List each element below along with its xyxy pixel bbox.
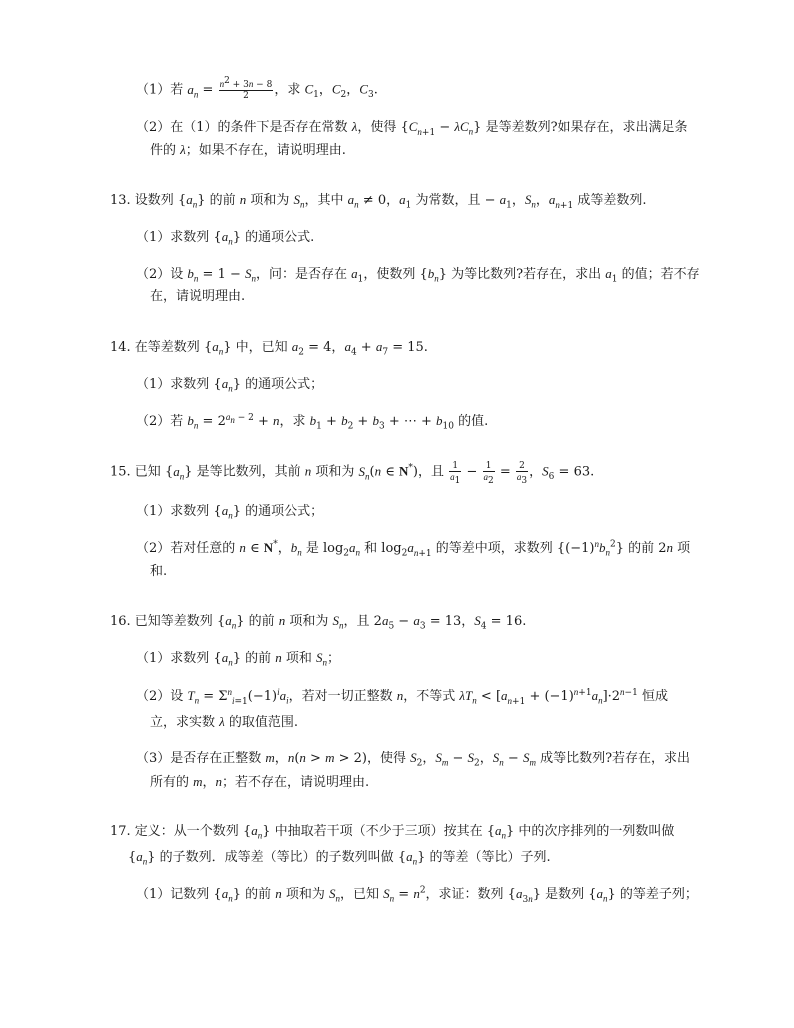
problem-16-stem: 16. 已知等差数列 $\{a_n\}$ 的前 n 项和为 $S_n$，且 $2a_5 - a_3 = 13$，$S_4 = 16$.	[110, 613, 527, 632]
problem-16-part-3-cont: 所有的 m，n；若不存在，请说明理由.	[150, 774, 370, 790]
problem-12-part-1: （1）若 $a_n$ = $\frac{n^2 + 3n - 8}{2}$ ，求 $C_1$，$C_2$，$C_3$.	[136, 76, 378, 101]
problem-16-part-3: （3）是否存在正整数 m，n(n > m > 2)，使得 $S_2$，$S_m - S_2$，$S_n - S_m$ 成等比数列?若存在，求出	[136, 750, 691, 769]
problem-13-part-1: （1）求数列 $\{a_n\}$ 的通项公式.	[136, 229, 315, 247]
problem-13-stem: 13. 设数列 $\{a_n\}$ 的前 n 项和为 $S_n$，其中 $a_n \ne 0$，$a_1$ 为常数，且 − $a_1$，$S_n$，$a_{n+1}$ 成等差数列.	[110, 192, 647, 211]
problem-13-part-2: （2）设 $b_n = 1 - S_n$，问：是否存在 $a_1$，使数列 $\{b_n\}$ 为等比数列?若存在，求出 $a_1$ 的值；若不存	[136, 266, 700, 285]
problem-13-part-2-cont: 在，请说明理由.	[150, 289, 246, 304]
problem-14-part-2: （2）若 $b_n = 2^{a_n - 2} + n$，求 $b_1 + b_2 + b_3$ + ⋯ + $b_{10}$ 的值.	[136, 411, 489, 432]
problem-16-part-2-cont: 立，求实数 λ 的取值范围.	[150, 714, 299, 730]
problem-14-stem: 14. 在等差数列 $\{a_n\}$ 中，已知 $a_2 = 4$，$a_4 + a_7 = 15$.	[110, 339, 428, 358]
problem-12-part-2: （2）在（1）的条件下是否存在常数 λ，使得 $\{C_{n+1} - \lambda C_n\}$ 是等差数列?如果存在，求出满足条	[136, 119, 688, 138]
problem-14-part-1: （1）求数列 $\{a_n\}$ 的通项公式；	[136, 376, 324, 394]
problem-16-part-2: （2）设 $T_n = \Sigma^n_{i=1}(-1)^ia_i$，若对一切正整数 n，不等式 $\lambda T_n < [a_{n+1} + (-1)^{n+1}a_n]\cdot 2^{n-1}$ 恒成	[136, 686, 668, 707]
problem-16-part-1: （1）求数列 $\{a_n\}$ 的前 n 项和 $S_n$；	[136, 650, 341, 668]
problem-17-stem-cont: $\{a_n\}$ 的子数列．成等差（等比）的子数列叫做 $\{a_n\}$ 的等差（等比）子列.	[128, 849, 551, 867]
problem-15-part-1: （1）求数列 $\{a_n\}$ 的通项公式；	[136, 503, 324, 521]
problem-12-part-2-cont: 件的 λ；如果不存在，请说明理由.	[150, 142, 346, 158]
problem-15-part-2-cont: 和.	[150, 564, 168, 579]
problem-15-part-2: （2）若对任意的 n ∈ N*，$b_n$ 是 $\log_2a_n$ 和 $\log_2a_{n+1}$ 的等差中项，求数列 $\{(-1)^nb_n^2\}$ 的前 2n 项	[136, 538, 691, 559]
problem-17-part-1: （1）记数列 $\{a_n\}$ 的前 n 项和为 $S_n$，已知 $S_n = n^2$，求证：数列 $\{a_{3n}\}$ 是数列 $\{a_n\}$ 的等差子列；	[136, 885, 698, 905]
problem-15-stem: 15. 已知 $\{a_n\}$ 是等比数列，其前 n 项和为 $S_n(n$ ∈ N*)，且 $\frac{1}{a_1}$ − $\frac{1}{a_2}$ = $\frac{2}{a_3}$ ，$S_6 = 63$.	[110, 461, 595, 486]
problem-17-stem: 17. 定义：从一个数列 $\{a_n\}$ 中抽取若干项（不少于三项）按其在 $\{a_n\}$ 中的次序排列的一列数叫做	[110, 823, 675, 841]
